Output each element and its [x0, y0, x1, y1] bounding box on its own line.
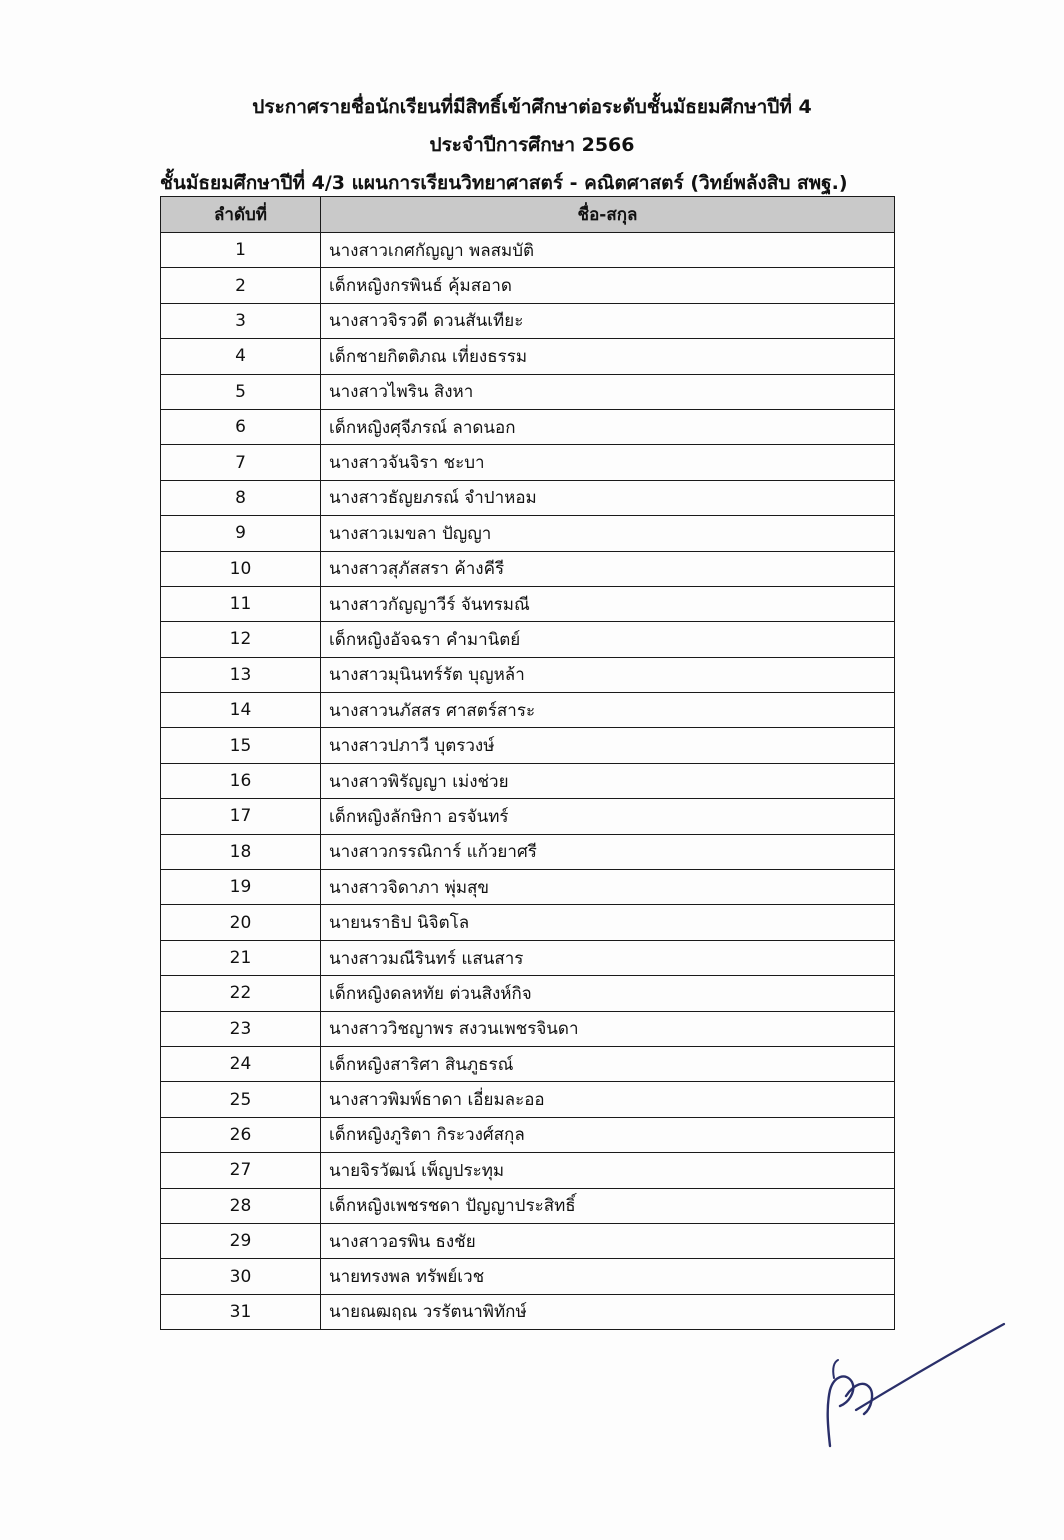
header-no: ลำดับที่	[161, 197, 321, 233]
table-row	[161, 1046, 895, 1081]
table-row	[161, 976, 895, 1011]
table-row	[161, 1117, 895, 1152]
table-row	[161, 374, 895, 409]
row-number: 28	[161, 1188, 321, 1223]
table-row	[161, 1188, 895, 1223]
table-body	[161, 233, 895, 1330]
student-name: นายจิรวัฒน์ เพ็ญประทุม	[321, 1153, 895, 1188]
table-row	[161, 480, 895, 515]
table-row	[161, 303, 895, 338]
row-number: 12	[161, 622, 321, 657]
student-name: นางสาววิชญาพร สงวนเพชรจินดา	[321, 1011, 895, 1046]
student-name: เด็กหญิงสาริศา สินภูธรณ์	[321, 1046, 895, 1081]
table-row	[161, 516, 895, 551]
table-row	[161, 268, 895, 303]
student-name: นางสาวกรรณิการ์ แก้วยาศรี	[321, 834, 895, 869]
row-number: 11	[161, 586, 321, 621]
table-row	[161, 551, 895, 586]
student-name: เด็กหญิงศุจีภรณ์ ลาดนอก	[321, 409, 895, 444]
table-row	[161, 834, 895, 869]
student-name: เด็กหญิงเพชรชดา ปัญญาประสิทธิ์	[321, 1188, 895, 1223]
student-name: นายณฒฤณ วรรัตนาพิทักษ์	[321, 1294, 895, 1329]
table-row	[161, 339, 895, 374]
table-row	[161, 693, 895, 728]
row-number: 26	[161, 1117, 321, 1152]
student-name: นางสาวปภาวี บุตรวงษ์	[321, 728, 895, 763]
table-row	[161, 586, 895, 621]
student-name: เด็กหญิงดลหทัย ต่วนสิงห์กิจ	[321, 976, 895, 1011]
table-row	[161, 622, 895, 657]
table-row	[161, 728, 895, 763]
table-row	[161, 763, 895, 798]
row-number: 13	[161, 657, 321, 692]
student-name: เด็กหญิงลักษิกา อรจันทร์	[321, 799, 895, 834]
student-name: นางสาวเมขลา ปัญญา	[321, 516, 895, 551]
table-row	[161, 1223, 895, 1258]
row-number: 6	[161, 409, 321, 444]
row-number: 21	[161, 940, 321, 975]
student-name: นางสาวพิรัญญา เม่งช่วย	[321, 763, 895, 798]
student-name: นายทรงพล ทรัพย์เวช	[321, 1259, 895, 1294]
row-number: 20	[161, 905, 321, 940]
table-row	[161, 233, 895, 268]
row-number: 19	[161, 870, 321, 905]
class-program-line: ชั้นมัธยมศึกษาปีที่ 4/3 แผนการเรียนวิทยาศาสตร์ - คณิตศาสตร์ (วิทย์พลังสิบ สพฐ.)	[160, 172, 848, 194]
row-number: 4	[161, 339, 321, 374]
table-row	[161, 870, 895, 905]
document-title: ประกาศรายชื่อนักเรียนที่มีสิทธิ์เข้าศึกษาต่อระดับชั้นมัธยมศึกษาปีที่ 4	[252, 96, 812, 118]
student-name: นางสาวอรพิน ธงชัย	[321, 1223, 895, 1258]
table-row	[161, 940, 895, 975]
row-number: 8	[161, 480, 321, 515]
header-name: ชื่อ-สกุล	[321, 197, 895, 233]
row-number: 7	[161, 445, 321, 480]
student-roster-table	[160, 196, 895, 1330]
row-number: 24	[161, 1046, 321, 1081]
row-number: 10	[161, 551, 321, 586]
table-row	[161, 799, 895, 834]
student-name: นางสาวกัญญาวีร์ จันทรมณี	[321, 586, 895, 621]
table-row	[161, 657, 895, 692]
row-number: 9	[161, 516, 321, 551]
table-row	[161, 1153, 895, 1188]
row-number: 14	[161, 693, 321, 728]
student-name: นางสาวจันจิรา ชะบา	[321, 445, 895, 480]
table-row	[161, 905, 895, 940]
student-name: นางสาวมุนินทร์รัต บุญหล้า	[321, 657, 895, 692]
student-name: นางสาวเกศกัญญา พลสมบัติ	[321, 233, 895, 268]
table-row	[161, 1082, 895, 1117]
student-name: เด็กชายกิตติภณ เที่ยงธรรม	[321, 339, 895, 374]
table-row	[161, 445, 895, 480]
row-number: 25	[161, 1082, 321, 1117]
student-name: นายนราธิป นิจิตโล	[321, 905, 895, 940]
student-name: นางสาวจิดาภา พุ่มสุข	[321, 870, 895, 905]
row-number: 31	[161, 1294, 321, 1329]
student-name: เด็กหญิงอัจฉรา คำมานิตย์	[321, 622, 895, 657]
table-row	[161, 1011, 895, 1046]
row-number: 15	[161, 728, 321, 763]
row-number: 16	[161, 763, 321, 798]
student-name: นางสาวไพริน สิงหา	[321, 374, 895, 409]
student-name: นางสาวสุภัสสรา ค้างคีรี	[321, 551, 895, 586]
table-row	[161, 1294, 895, 1329]
table-row	[161, 409, 895, 444]
row-number: 27	[161, 1153, 321, 1188]
student-name: นางสาวจิรวดี ดวนสันเทียะ	[321, 303, 895, 338]
student-name: นางสาวพิมพ์ธาดา เอี่ยมละออ	[321, 1082, 895, 1117]
academic-year-line: ประจำปีการศึกษา 2566	[429, 134, 635, 156]
row-number: 18	[161, 834, 321, 869]
student-name: นางสาวมณีรินทร์ แสนสาร	[321, 940, 895, 975]
student-name: นางสาวธัญยภรณ์ จำปาหอม	[321, 480, 895, 515]
row-number: 1	[161, 233, 321, 268]
signature-mark	[812, 1318, 1022, 1448]
student-name: เด็กหญิงกรพินธ์ คุ้มสอาด	[321, 268, 895, 303]
row-number: 29	[161, 1223, 321, 1258]
row-number: 5	[161, 374, 321, 409]
student-name: นางสาวนภัสสร ศาสตร์สาระ	[321, 693, 895, 728]
row-number: 17	[161, 799, 321, 834]
row-number: 30	[161, 1259, 321, 1294]
table-header-row	[161, 197, 895, 233]
row-number: 23	[161, 1011, 321, 1046]
row-number: 2	[161, 268, 321, 303]
row-number: 3	[161, 303, 321, 338]
row-number: 22	[161, 976, 321, 1011]
table-row	[161, 1259, 895, 1294]
student-name: เด็กหญิงภูริตา กิระวงศ์สกุล	[321, 1117, 895, 1152]
